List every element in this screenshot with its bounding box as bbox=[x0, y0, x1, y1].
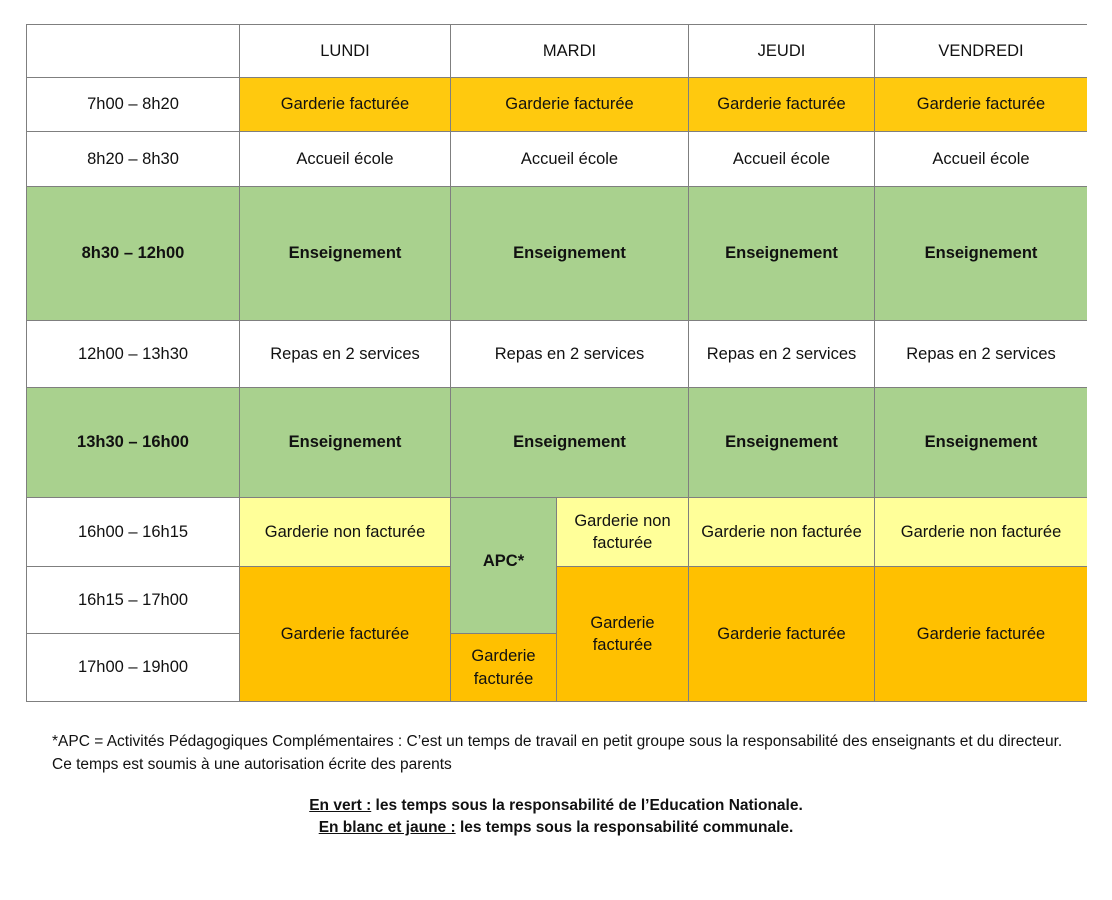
time-cell: 12h00 – 13h30 bbox=[27, 321, 240, 388]
accueil-ecole-cell: Accueil école bbox=[240, 132, 451, 187]
legend-white-yellow-line bbox=[0, 817, 1112, 839]
time-cell: 16h00 – 16h15 bbox=[27, 498, 240, 567]
repas-cell: Repas en 2 services bbox=[689, 321, 875, 388]
time-cell: 8h20 – 8h30 bbox=[27, 132, 240, 187]
garderie-non-facturee-cell: Garderie non facturée bbox=[689, 498, 875, 567]
enseignement-cell: Enseignement bbox=[689, 187, 875, 321]
accueil-ecole-cell: Accueil école bbox=[451, 132, 689, 187]
garderie-facturee-cell: Garderie facturée bbox=[875, 78, 1087, 132]
legend-green-text: les temps sous la responsabilité de l’Education Nationale. bbox=[371, 797, 803, 814]
enseignement-cell: Enseignement bbox=[240, 187, 451, 321]
garderie-non-facturee-cell: Garderie non facturée bbox=[557, 498, 689, 567]
enseignement-cell: Enseignement bbox=[875, 187, 1087, 321]
corner-cell bbox=[27, 25, 240, 78]
garderie-non-facturee-cell: Garderie non facturée bbox=[875, 498, 1087, 567]
time-cell: 16h15 – 17h00 bbox=[27, 567, 240, 634]
legend-white-yellow-label: En blanc et jaune : bbox=[318, 819, 456, 837]
garderie-facturee-cell: Garderie facturée bbox=[689, 567, 875, 701]
header-jeudi: JEUDI bbox=[689, 25, 875, 78]
header-vendredi: VENDREDI bbox=[875, 25, 1087, 78]
apc-cell: APC* bbox=[451, 498, 557, 634]
garderie-facturee-cell: Garderie facturée bbox=[240, 567, 451, 701]
time-cell: 13h30 – 16h00 bbox=[27, 388, 240, 498]
accueil-ecole-cell: Accueil école bbox=[689, 132, 875, 187]
accueil-ecole-cell: Accueil école bbox=[875, 132, 1087, 187]
repas-cell: Repas en 2 services bbox=[875, 321, 1087, 388]
enseignement-cell: Enseignement bbox=[451, 388, 689, 498]
header-mardi: MARDI bbox=[451, 25, 689, 78]
garderie-non-facturee-cell: Garderie non facturée bbox=[240, 498, 451, 567]
legend-green-label: En vert : bbox=[309, 797, 372, 814]
garderie-facturee-cell: Garderie facturée bbox=[689, 78, 875, 132]
time-cell: 17h00 – 19h00 bbox=[27, 634, 240, 701]
enseignement-cell: Enseignement bbox=[875, 388, 1087, 498]
enseignement-cell: Enseignement bbox=[240, 388, 451, 498]
garderie-facturee-cell: Garderie facturée bbox=[557, 567, 689, 701]
garderie-facturee-cell: Garderie facturée bbox=[875, 567, 1087, 701]
time-cell: 8h30 – 12h00 bbox=[27, 187, 240, 321]
repas-cell: Repas en 2 services bbox=[451, 321, 689, 388]
apc-footnote: *APC = Activités Pédagogiques Complémentaires : C’est un temps de travail en petit groupe sous la responsabilité des enseignants et du directeur. Ce temps est soumis à une autorisation écrite des parents bbox=[52, 733, 1063, 774]
garderie-facturee-cell: Garderie facturée bbox=[240, 78, 451, 132]
enseignement-cell: Enseignement bbox=[689, 388, 875, 498]
header-lundi: LUNDI bbox=[240, 25, 451, 78]
time-cell: 7h00 – 8h20 bbox=[27, 78, 240, 132]
legend-green-line bbox=[0, 795, 1112, 817]
repas-cell: Repas en 2 services bbox=[240, 321, 451, 388]
legend-white-yellow-text: les temps sous la responsabilité communale. bbox=[455, 819, 794, 837]
garderie-facturee-cell: Garderie facturée bbox=[451, 78, 689, 132]
enseignement-cell: Enseignement bbox=[451, 187, 689, 321]
school-schedule-table bbox=[26, 24, 1087, 702]
garderie-facturee-cell: Garderie facturée bbox=[451, 634, 557, 701]
color-legend bbox=[0, 795, 1112, 840]
